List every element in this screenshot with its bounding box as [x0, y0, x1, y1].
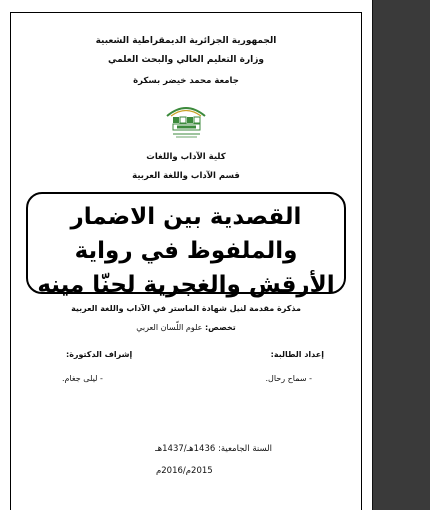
republic-heading: الجمهورية الجزائرية الديمقراطية الشعبية: [95, 36, 277, 46]
university-heading: جامعة محمد خيضر بسكرة: [133, 76, 239, 86]
supervisor-label: إشراف الدكتورة:: [66, 350, 133, 359]
university-logo-icon: [163, 100, 209, 140]
thesis-title-line-2: الأرقش والغجرية لحنّا مينه: [37, 272, 335, 298]
specialty-value: علوم اللّسان العربي: [136, 323, 203, 332]
ministry-heading: وزارة التعليم العالي والبحث العلمي: [107, 55, 265, 65]
supervisor-name: - ليلى جغام.: [62, 374, 103, 383]
thesis-title-box: [26, 192, 346, 298]
memo-statement: مذكرة مقدمة لنيل شهادة الماستر في الآداب واللغة العربية: [71, 304, 301, 313]
viewer-background: [373, 0, 430, 510]
student-label: إعداد الطالبة:: [270, 350, 324, 359]
thesis-title-line-1: القصدية بين الاضمار والملفوظ في رواية: [70, 204, 302, 264]
specialty-label: تخصص:: [204, 323, 236, 332]
academic-year-hijri: السنة الجامعية: 1436هـ/1437هـ: [155, 444, 272, 454]
faculty-heading: كلية الآداب واللغات: [146, 152, 226, 162]
specialty-line: [10, 323, 362, 332]
student-name: - سماح رحال.: [265, 374, 312, 383]
academic-year-gregorian: 2015م/2016م: [156, 466, 213, 476]
department-heading: قسم الآداب واللغة العربية: [132, 171, 240, 181]
